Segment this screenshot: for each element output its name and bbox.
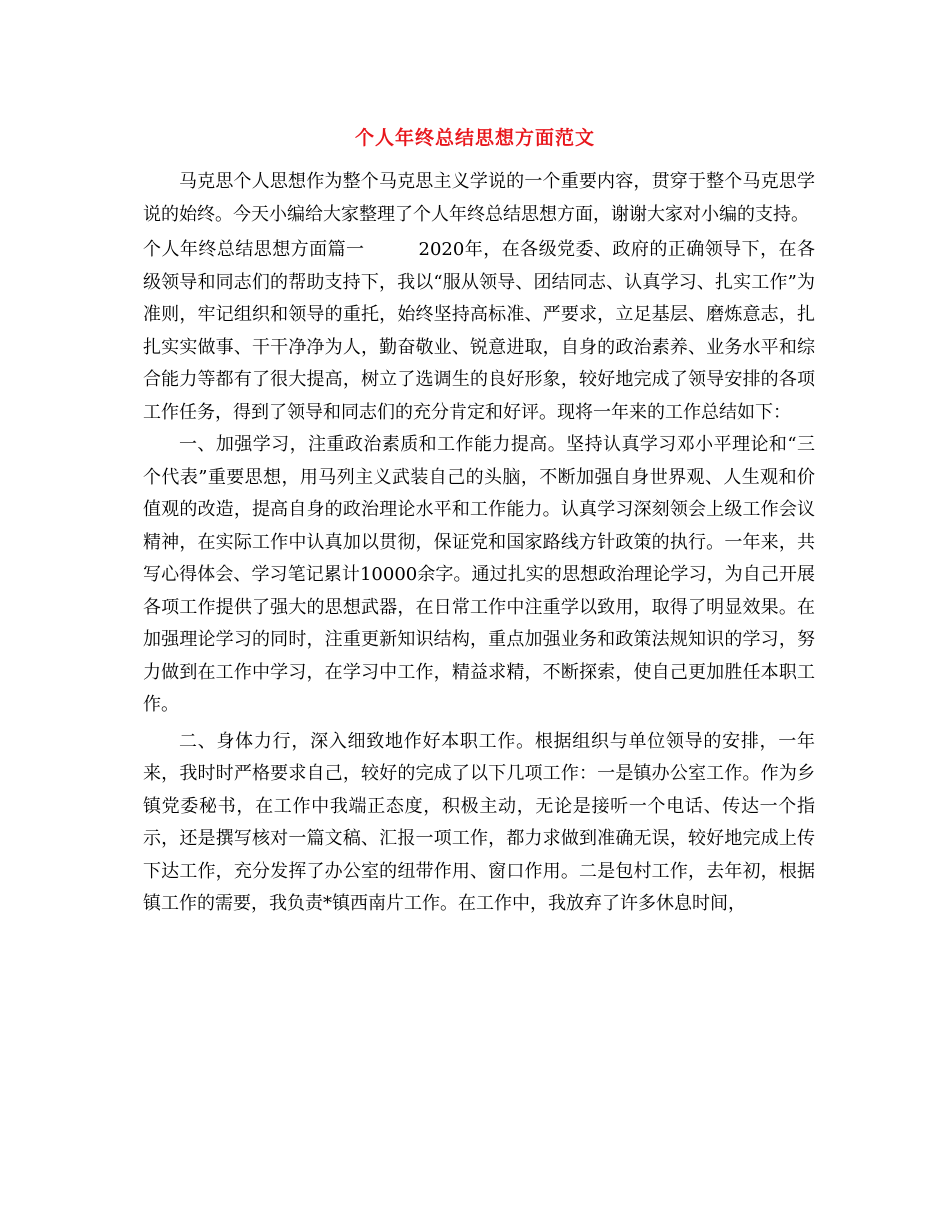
section-body: 2020年，在各级党委、政府的正确领导下，在各级领导和同志们的帮助支持下，我以“服从领导、团结同志、认真学习、扎实工作”为准则，牢记组织和领导的重托，始终坚持高标准、严要求，立足基层、磨炼意志，扎扎实实做事、干干净净为人，勤奋敬业、锐意进取，自身的政治素养、业务水平和综合能力等都有了很大提高，树立了选调生的良好形象，较好地完成了领导安排的各项工作任务，得到了领导和同志们的充分肯定和好评。现将一年来的工作总结如下： <box>143 239 816 423</box>
document-body <box>143 166 815 921</box>
body-paragraph-1: 一、加强学习，注重政治素质和工作能力提高。坚持认真学习邓小平理论和“三个代表”重要思想，用马列主义武装自己的头脑，不断加强自身世界观、人生观和价值观的改造，提高自身的政治理论水平和工作能力。认真学习深刻领会上级工作会议精神，在实际工作中认真加以贯彻，保证党和国家路线方针政策的执行。一年来，共写心得体会、学习笔记累计10000余字。通过扎实的思想政治理论学习，为自己开展各项工作提供了强大的思想武器，在日常工作中注重学以致用，取得了明显效果。在加强理论学习的同时，注重更新知识结构，重点加强业务和政策法规知识的学习，努力做到在工作中学习，在学习中工作，精益求精，不断探索，使自己更加胜任本职工作。 <box>143 434 815 715</box>
section-paragraph <box>143 234 815 429</box>
body-paragraph-2: 二、身体力行，深入细致地作好本职工作。根据组织与单位领导的安排，一年来，我时时严格要求自己，较好的完成了以下几项工作：一是镇办公室工作。作为乡镇党委秘书，在工作中我端正态度，积极主动，无论是接听一个电话、传达一个指示，还是撰写核对一篇文稿、汇报一项工作，都力求做到准确无误，较好地完成上传下达工作，充分发挥了办公室的纽带作用、窗口作用。二是包村工作，去年初，根据镇工作的需要，我负责*镇西南片工作。在工作中，我放弃了许多休息时间， <box>143 730 815 914</box>
section-heading: 个人年终总结思想方面篇一 <box>143 239 365 260</box>
document-title: 个人年终总结思想方面范文 <box>354 127 595 149</box>
intro-paragraph: 马克思个人思想作为整个马克思主义学说的一个重要内容，贯穿于整个马克思学说的始终。今天小编给大家整理了个人年终总结思想方面，谢谢大家对小编的支持。 <box>143 171 815 225</box>
